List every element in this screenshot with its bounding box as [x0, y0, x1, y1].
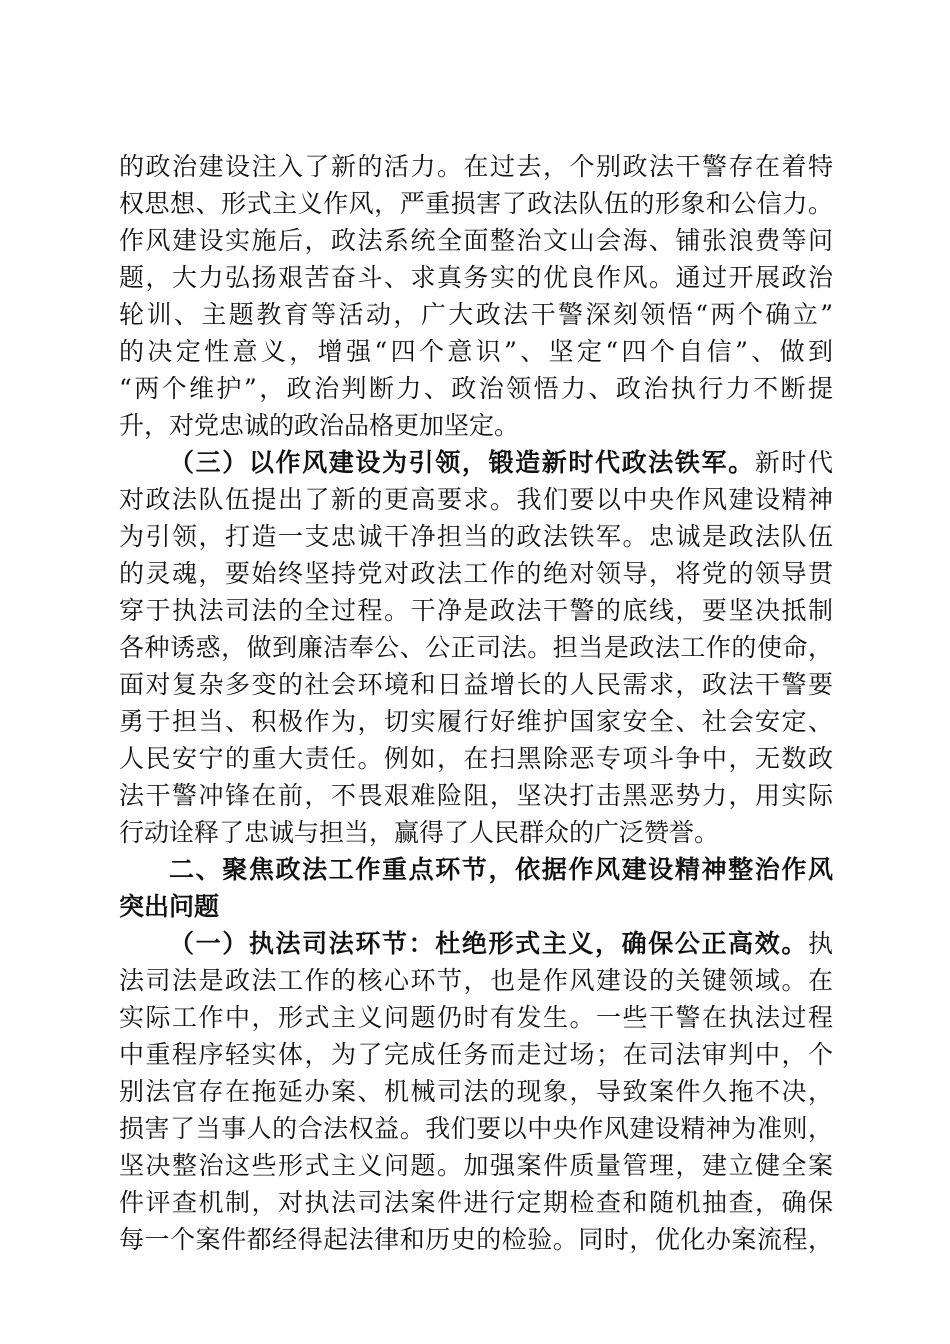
text-line: 人民安宁的重大责任。例如，在扫黑除恶专项斗争中，无数政: [119, 744, 833, 773]
text-line: “两个维护”，政治判断力、政治领悟力、政治执行力不断提: [119, 374, 833, 403]
text-line: 的决定性意义，增强“四个意识”、坚定“四个自信”、做到: [119, 337, 833, 366]
text-line: 别法官存在拖延办案、机械司法的现象，导致案件久拖不决，: [119, 1077, 833, 1106]
text-line: 损害了当事人的合法权益。我们要以中央作风建设精神为准则，: [119, 1114, 833, 1143]
text-line: 件评查机制，对执法司法案件进行定期检查和随机抽查，确保: [119, 1188, 833, 1217]
text-line: 升，对党忠诚的政治品格更加坚定。: [119, 411, 520, 440]
paragraph-political-building: [119, 148, 833, 444]
text-line: 行动诠释了忠诚与担当，赢得了人民群众的广泛赞誉。: [119, 818, 720, 847]
text-line: 穿于执法司法的全过程。干净是政法干警的底线，要坚决抵制: [119, 596, 833, 625]
text-line: 中重程序轻实体，为了完成任务而走过场；在司法审判中，个: [119, 1040, 833, 1069]
text-line: 坚决整治这些形式主义问题。加强案件质量管理，建立健全案: [119, 1151, 833, 1180]
text-line: 各种诱惑，做到廉洁奉公、公正司法。担当是政法工作的使命，: [119, 633, 833, 662]
paragraph-iron-army: [119, 444, 833, 851]
text-line: 为引领，打造一支忠诚干净担当的政法铁军。忠诚是政法队伍: [119, 522, 833, 551]
text-run: 执: [807, 929, 833, 958]
text-line: 轮训、主题教育等活动，广大政法干警深刻领悟“两个确立”: [119, 300, 833, 329]
section-heading: [119, 851, 833, 925]
text-line: 权思想、形式主义作风，严重损害了政法队伍的形象和公信力。: [119, 189, 833, 218]
text-line: 法干警冲锋在前，不畏艰难险阻，坚决打击黑恶势力，用实际: [119, 781, 833, 810]
paragraph-lead: （三）以作风建设为引领，锻造新时代政法铁军。: [169, 448, 755, 477]
text-run: 新时代: [754, 448, 833, 477]
text-line: 对政法队伍提出了新的更高要求。我们要以中央作风建设精神: [119, 485, 833, 514]
text-line: 的政治建设注入了新的活力。在过去，个别政法干警存在着特: [119, 152, 833, 181]
section-heading-line: 二、聚焦政法工作重点环节，依据作风建设精神整治作风: [169, 855, 833, 884]
text-line: 每一个案件都经得起法律和历史的检验。同时，优化办案流程，: [119, 1225, 833, 1254]
text-line: 题，大力弘扬艰苦奋斗、求真务实的优良作风。通过开展政治: [119, 263, 833, 292]
paragraph-law-enforcement: [119, 925, 833, 1258]
text-line: [119, 444, 833, 481]
text-line: 面对复杂多变的社会环境和日益增长的人民需求，政法干警要: [119, 670, 833, 699]
text-line: 实际工作中，形式主义问题仍时有发生。一些干警在执法过程: [119, 1003, 833, 1032]
document-body: [119, 148, 833, 1258]
text-line: 作风建设实施后，政法系统全面整治文山会海、铺张浪费等问: [119, 226, 833, 255]
text-line: 勇于担当、积极作为，切实履行好维护国家安全、社会安定、: [119, 707, 833, 736]
text-line: 的灵魂，要始终坚持党对政法工作的绝对领导，将党的领导贯: [119, 559, 833, 588]
section-heading-line: 突出问题: [119, 892, 220, 921]
text-line: [119, 925, 833, 962]
paragraph-lead: （一）执法司法环节：杜绝形式主义，确保公正高效。: [169, 929, 808, 958]
text-line: 法司法是政法工作的核心环节，也是作风建设的关键领域。在: [119, 966, 833, 995]
